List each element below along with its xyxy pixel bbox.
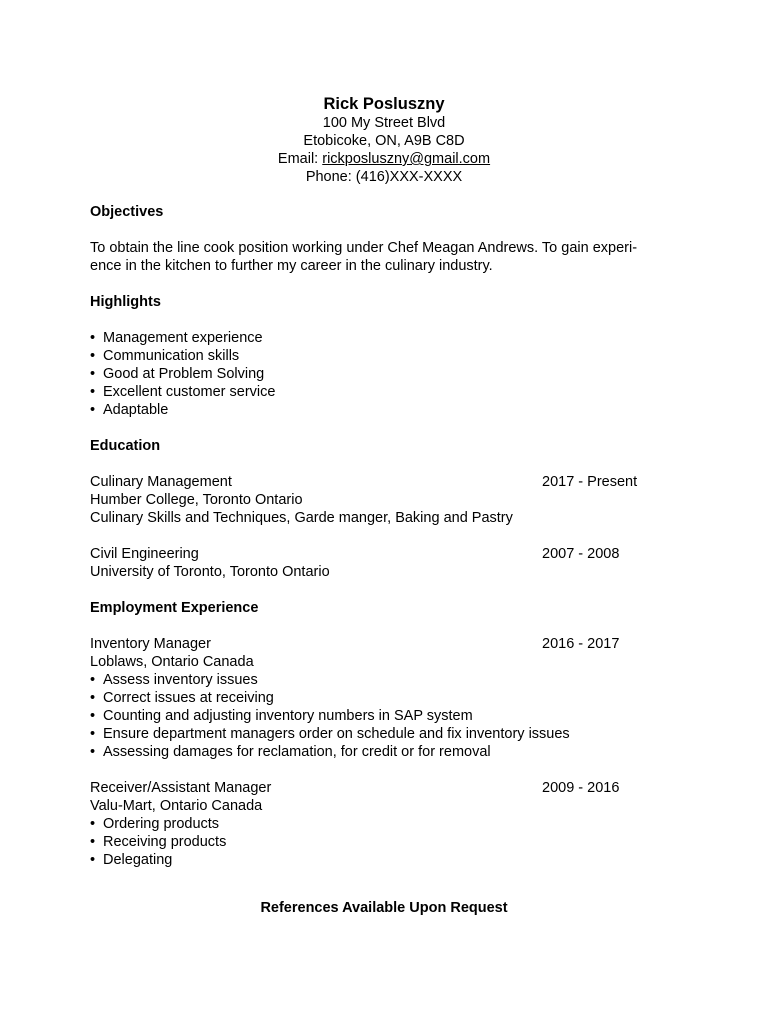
references-footer: References Available Upon Request xyxy=(260,900,508,916)
phone-line: Phone: (416)XXX-XXXX xyxy=(305,169,463,185)
education-entry xyxy=(90,545,680,563)
education-school: University of Toronto, Toronto Ontario xyxy=(90,564,330,580)
section-title-education: Education xyxy=(90,438,161,454)
job-role: Inventory Manager xyxy=(90,636,211,652)
list-item: • Correct issues at receiving xyxy=(90,690,274,706)
objectives-line: ence in the kitchen to further my career in the culinary industry. xyxy=(90,258,493,274)
job-entry xyxy=(90,779,680,797)
bullet-glyph: • xyxy=(90,366,96,382)
highlights-list xyxy=(90,329,680,419)
bullet-glyph: • xyxy=(90,672,96,688)
bullet-glyph: • xyxy=(90,816,96,832)
list-item: • Excellent customer service xyxy=(90,384,276,400)
list-item: • Delegating xyxy=(90,852,173,868)
education-entry xyxy=(90,473,680,491)
section-title-highlights: Highlights xyxy=(90,294,161,310)
education-program: Culinary Management xyxy=(90,474,232,490)
list-item: • Counting and adjusting inventory numbers in SAP system xyxy=(90,708,473,724)
bullet-glyph: • xyxy=(90,384,96,400)
address-city: Etobicoke, ON, A9B C8D xyxy=(303,133,465,149)
list-item: • Assessing damages for reclamation, for credit or for removal xyxy=(90,744,491,760)
list-item: • Management experience xyxy=(90,330,263,346)
list-item: • Good at Problem Solving xyxy=(90,366,265,382)
education-dates: 2007 - 2008 xyxy=(542,546,620,562)
bullet-glyph: • xyxy=(90,402,96,418)
objectives-text xyxy=(90,239,680,275)
job-dates: 2009 - 2016 xyxy=(542,780,620,796)
education-program: Civil Engineering xyxy=(90,546,199,562)
address-street: 100 My Street Blvd xyxy=(322,115,446,131)
section-title-objectives: Objectives xyxy=(90,204,164,220)
bullet-glyph: • xyxy=(90,690,96,706)
list-item: • Ensure department managers order on schedule and fix inventory issues xyxy=(90,726,570,742)
objectives-line: To obtain the line cook position working under Chef Meagan Andrews. To gain experi- xyxy=(90,240,638,256)
bullet-glyph: • xyxy=(90,348,96,364)
list-item: • Adaptable xyxy=(90,402,169,418)
bullet-glyph: • xyxy=(90,744,96,760)
bullet-glyph: • xyxy=(90,726,96,742)
resume-body xyxy=(90,203,680,869)
email-line xyxy=(0,150,768,168)
job-company: Valu-Mart, Ontario Canada xyxy=(90,798,263,814)
job-company: Loblaws, Ontario Canada xyxy=(90,654,254,670)
section-title-employment: Employment Experience xyxy=(90,600,259,616)
education-details: Culinary Skills and Techniques, Garde manger, Baking and Pastry xyxy=(90,510,513,526)
education-dates: 2017 - Present xyxy=(542,474,638,490)
email-label: Email: xyxy=(277,151,323,167)
job-role: Receiver/Assistant Manager xyxy=(90,780,272,796)
list-item: • Ordering products xyxy=(90,816,220,832)
bullet-glyph: • xyxy=(90,708,96,724)
bullet-glyph: • xyxy=(90,330,96,346)
bullet-glyph: • xyxy=(90,852,96,868)
list-item: • Communication skills xyxy=(90,348,240,364)
job-entry xyxy=(90,635,680,653)
list-item: • Assess inventory issues xyxy=(90,672,258,688)
candidate-name: Rick Posluszny xyxy=(323,95,445,113)
education-school: Humber College, Toronto Ontario xyxy=(90,492,303,508)
list-item: • Receiving products xyxy=(90,834,227,850)
job-dates: 2016 - 2017 xyxy=(542,636,620,652)
email-link[interactable]: rickposluszny@gmail.com xyxy=(322,151,491,167)
resume-header xyxy=(0,94,768,186)
bullet-glyph: • xyxy=(90,834,96,850)
